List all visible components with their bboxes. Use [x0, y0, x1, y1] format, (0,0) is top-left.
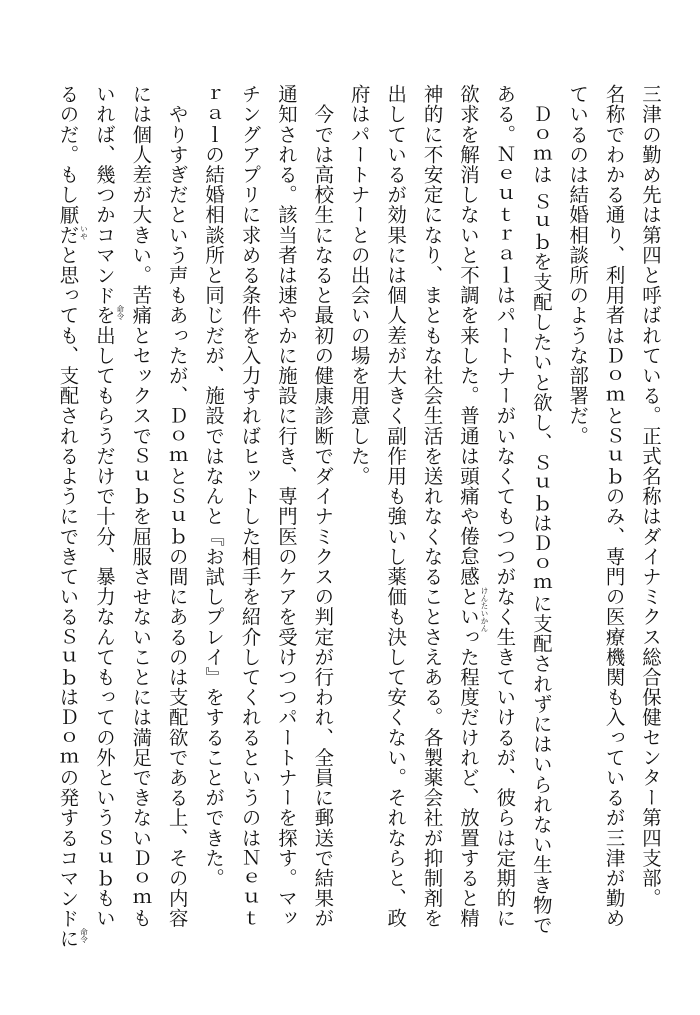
vertical-text-page	[40, 84, 668, 964]
text-line-2: 名称でわかる通り、利用者はＤｏｍとＳｕｂのみ、専門の医療機関も入っているが三津が勤め	[602, 84, 626, 929]
text-line-8: 出しているが効果には個人差が大きく副作用も強いし薬価も決して安くない。それならと、政	[384, 84, 408, 929]
text-line-5: ある。Ｎｅｕｔｒａｌはパートナーがいなくてもつつがなく生きていけるが、彼らは定期的に	[493, 84, 517, 929]
text-line-11: 通知される。該当者は速やかに施設に行き、専門医のケアを受けつつパートナーを探す。マッ	[274, 84, 298, 929]
text-line-6: 欲求を解消しないと不調を来した。普通は頭痛や倦怠感 けんたいかん といった程度だけれど、放置すると精	[456, 84, 489, 929]
text-line-9: 府はパートナーとの出会いの場を用意した。	[347, 84, 371, 486]
text-line-1: 三津の勤め先は第四と呼ばれている。正式名称はダイナミクス総合保健センター第四支部。	[639, 84, 662, 909]
text-line-4: Ｄｏｍは Ｓｕｂを支配したいと欲し、ＳｕｂはＤｏｍに支配されずにはいられない生き物で	[529, 84, 553, 936]
text-line-12: チングアプリに求める条件を入力すればヒットした相手を紹介してくれるというのはＮｅｕｔ	[238, 84, 262, 929]
text-line-16: いれば、幾つかコマンド 命令 を出してもらうだけで十分、暴力なんてもっての外というＳｕｂもい	[92, 84, 125, 929]
text-line-3: ているのは結婚相談所のような部署だ。	[566, 84, 590, 446]
ruby-command: コマンド 命令	[92, 224, 125, 321]
ruby-command: コマンド 命令	[56, 847, 89, 944]
text-line-13: ｒａｌの結婚相談所と同じだが、施設ではなんと『お試しプレイ』をすることができた。	[202, 84, 226, 888]
text-line-14: やりすぎだという声もあったが、ＤｏｍとＳｕｂの間にあるのは支配欲である上、その内容	[165, 84, 189, 929]
ruby-annotation: いや	[79, 224, 89, 240]
text-line-10: 今では高校生になると最初の健康診断でダイナミクスの判定が行われ、全員に郵送で結果が	[311, 84, 335, 929]
ruby-iya: 厭 いや	[56, 204, 89, 240]
ruby-annotation: 命令	[79, 928, 89, 944]
ruby-kentaikan: 倦怠感 けんたいかん	[456, 526, 489, 632]
ruby-annotation: 命令	[115, 305, 125, 321]
ruby-annotation: けんたいかん	[479, 586, 489, 632]
text-line-15: には個人差が大きい。苦痛とセックスでＳｕｂを屈服させないことには満足できないＤｏｍも	[129, 84, 153, 929]
text-line-7: 神的に不安定になり、まともな社会生活を送れなくなることさえある。各製薬会社が抑制剤を	[420, 84, 444, 929]
text-line-17: るのだ。もし厭 いや だと思っても、支配されるようにできているＳｕｂはＤｏｍの発するコマンド 命令 に	[56, 84, 89, 949]
